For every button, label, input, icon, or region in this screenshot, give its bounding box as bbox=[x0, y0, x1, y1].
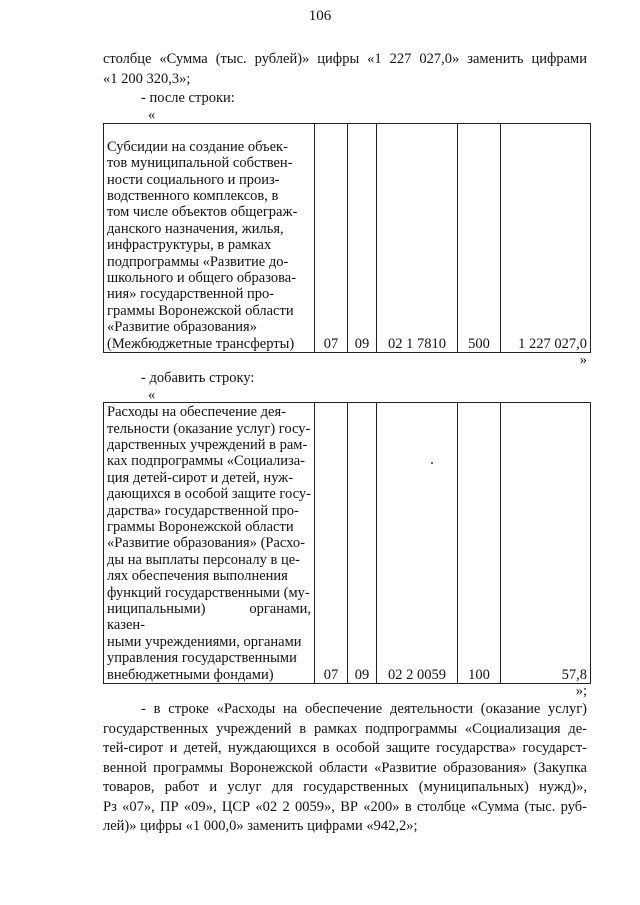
row2-rz: 07 bbox=[315, 403, 348, 684]
quote-close-1: » bbox=[579, 352, 587, 368]
quote-open-2: « bbox=[148, 387, 156, 403]
row2-csr: 02 2 0059 bbox=[377, 403, 458, 684]
quote-open-1: « bbox=[148, 107, 156, 123]
closing-line-4: венной программы Воронежской области «Развитие образования» (Закупка bbox=[103, 759, 587, 776]
add-row-label: - добавить строку: bbox=[141, 370, 255, 386]
table-row-2 bbox=[103, 402, 591, 684]
row2-sum: 57,8 bbox=[501, 403, 591, 684]
closing-paragraph bbox=[103, 700, 587, 837]
row1-sum: 1 227 027,0 bbox=[501, 124, 591, 353]
closing-line-6: Рз «07», ПР «09», ЦСР «02 2 0059», ВР «200» в столбце «Сумма (тыс. руб- bbox=[103, 798, 587, 815]
quote-close-2: »; bbox=[575, 683, 587, 699]
row2-pr: 09 bbox=[348, 403, 377, 684]
intro-line-1: столбце «Сумма (тыс. рублей)» цифры «1 227 027,0» заменить цифрами bbox=[103, 51, 587, 67]
row1-vr: 500 bbox=[458, 124, 501, 353]
page-number: 106 bbox=[308, 8, 332, 24]
closing-line-5: товаров, работ и услуг для государственных (муниципальных) нужд)», bbox=[103, 779, 587, 795]
closing-line-3: тей-сирот и детей, нуждающихся в особой защите государства» государст- bbox=[103, 740, 587, 756]
row1-description: Субсидии на создание объек- тов муниципальной собствен- ности социального и произ- водственного комплексов, в том числе объектов общеграж- данского назначения, жилья, инфраструктуры, в рамках подпрограммы «Развитие до- школьного и общего образова- ния» государственной про- граммы Воронежской области «Развитие образования» (Межбюджетные трансферты) bbox=[104, 124, 315, 353]
intro-line-2: «1 200 320,3»; bbox=[103, 70, 191, 87]
closing-line-2: государственных учреждений в рамках подпрограммы «Социализация де- bbox=[103, 720, 587, 737]
intro-paragraph bbox=[103, 50, 587, 89]
row1-pr: 09 bbox=[348, 124, 377, 353]
table-row-1 bbox=[103, 123, 591, 353]
row2-description: Расходы на обеспечение дея- тельности (оказание услуг) госу- дарственных учреждений в рам- ках подпрограммы «Социализа- ция детей-сирот и детей, нуж- дающихся в особой защите госу- дарства» государственной про- граммы Воронежской области «Развитие образования» (Расхо- ды на выплаты персоналу в це- лях обеспечения выполнения функций государственными (му- ниципальными) органами, казен- ными учреждениями, органами управления государственными внебюджетными фондами) bbox=[104, 403, 315, 684]
row1-rz: 07 bbox=[315, 124, 348, 353]
scan-speck bbox=[431, 462, 433, 464]
closing-line-1: - в строке «Расходы на обеспечение деятельности (оказание услуг) bbox=[141, 701, 587, 717]
row1-csr: 02 1 7810 bbox=[377, 124, 458, 353]
after-row-label: - после строки: bbox=[141, 90, 235, 106]
closing-line-7: лей)» цифры «1 000,0» заменить цифрами «942,2»; bbox=[103, 818, 418, 834]
row2-vr: 100 bbox=[458, 403, 501, 684]
